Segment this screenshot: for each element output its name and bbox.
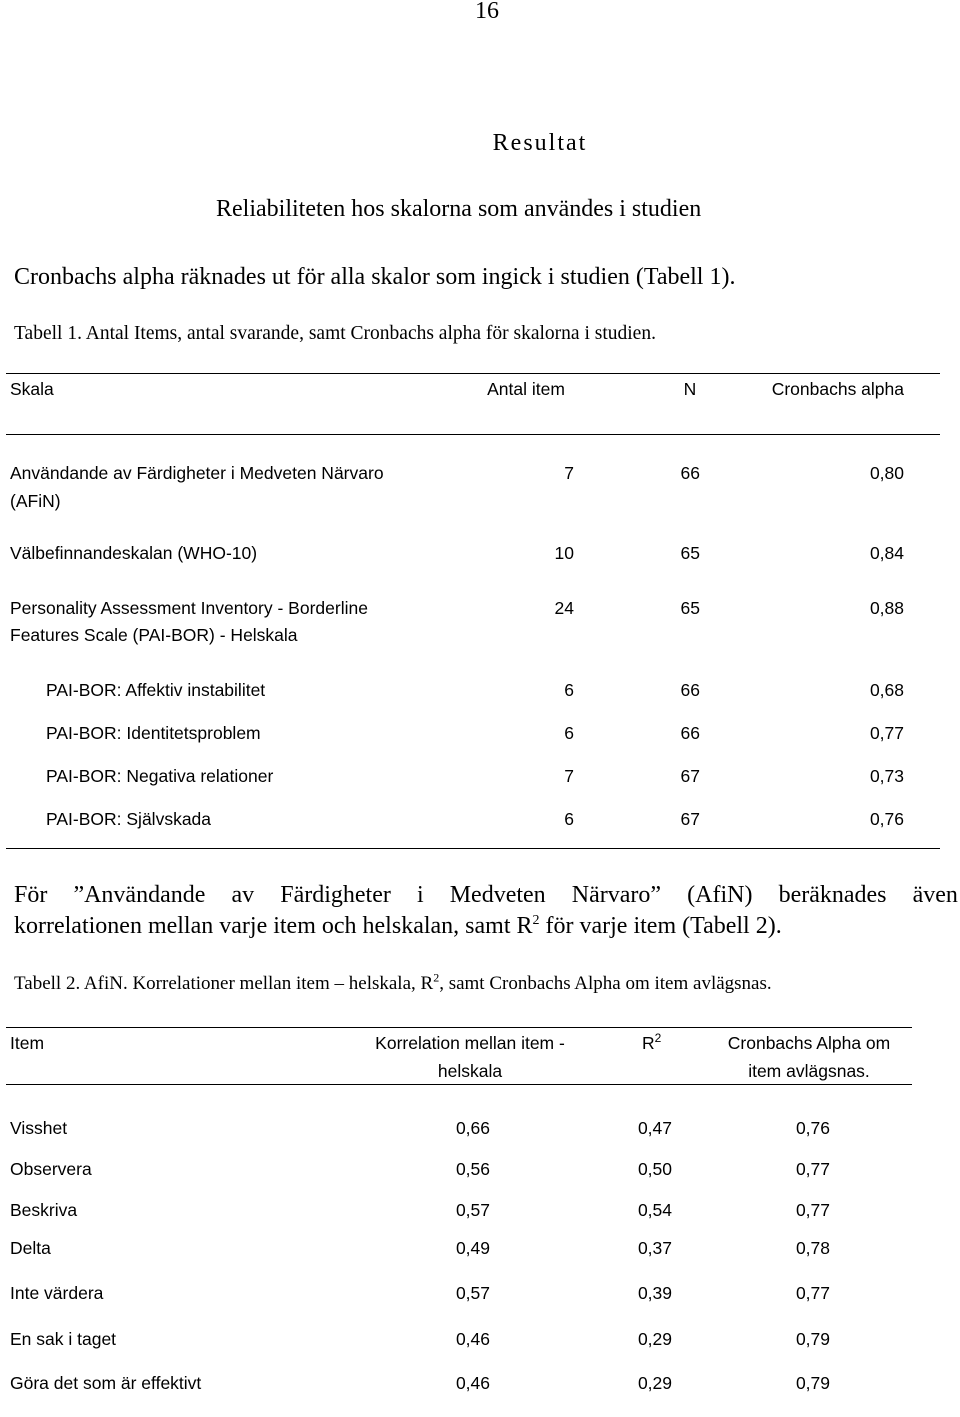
corr-value: 0,56 xyxy=(455,1159,490,1179)
text: , samt Cronbachs Alpha om item avlägsnas. xyxy=(439,973,772,994)
word: ”Användande xyxy=(73,882,206,908)
word: i xyxy=(416,882,424,908)
n-value: 66 xyxy=(680,680,700,700)
word: även xyxy=(912,882,958,908)
table2-header-rule xyxy=(6,1084,912,1085)
scale-name-cont: Features Scale (PAI-BOR) - Helskala xyxy=(10,625,298,645)
table1-header-scale: Skala xyxy=(10,379,54,399)
alpha-value: 0,79 xyxy=(795,1373,830,1393)
scale-name: PAI-BOR: Negativa relationer xyxy=(46,766,274,786)
intro-paragraph: Cronbachs alpha räknades ut för alla skalor som ingick i studien (Tabell 1). xyxy=(14,264,736,290)
item-name: Inte värdera xyxy=(10,1283,104,1303)
alpha-value: 0,76 xyxy=(869,809,904,829)
items-value: 6 xyxy=(564,723,574,743)
scale-name: Användande av Färdigheter i Medveten Närvaro xyxy=(10,463,384,483)
item-name: Göra det som är effektivt xyxy=(10,1373,202,1393)
r2-value: 0,47 xyxy=(637,1118,672,1138)
alpha-value: 0,79 xyxy=(795,1329,830,1349)
items-value: 7 xyxy=(564,766,574,786)
r2-value: 0,54 xyxy=(637,1200,672,1220)
afin-paragraph xyxy=(14,880,958,942)
word: beräknades xyxy=(778,882,887,908)
superscript: 2 xyxy=(532,913,540,928)
item-name: Observera xyxy=(10,1159,92,1179)
corr-value: 0,57 xyxy=(455,1283,490,1303)
items-value: 6 xyxy=(564,680,574,700)
alpha-value: 0,73 xyxy=(869,766,904,786)
corr-value: 0,46 xyxy=(455,1373,490,1393)
page-number: 16 xyxy=(475,0,499,24)
alpha-value: 0,80 xyxy=(869,463,904,483)
r2-value: 0,29 xyxy=(637,1329,672,1349)
r2-value: 0,39 xyxy=(637,1283,672,1303)
word: För xyxy=(14,882,48,908)
scale-name: PAI-BOR: Identitetsproblem xyxy=(46,723,261,743)
table2-header-alpha: Cronbachs Alpha om xyxy=(727,1033,891,1053)
item-name: En sak i taget xyxy=(10,1329,117,1349)
word: av xyxy=(231,882,255,908)
table1-caption: Tabell 1. Antal Items, antal svarande, samt Cronbachs alpha för skalorna i studien. xyxy=(14,323,656,344)
table2-header-corr: Korrelation mellan item - xyxy=(375,1033,565,1053)
afin-paragraph-line1 xyxy=(14,880,958,911)
items-value: 6 xyxy=(564,809,574,829)
table2-header-r2 xyxy=(642,1030,661,1057)
table2-header-alpha-cont: item avlägsnas. xyxy=(748,1061,870,1081)
items-value: 10 xyxy=(554,543,574,563)
alpha-value: 0,76 xyxy=(795,1118,830,1138)
n-value: 66 xyxy=(680,723,700,743)
table1-header-n: N xyxy=(683,379,697,399)
items-value: 24 xyxy=(554,598,574,618)
scale-name: Välbefinnandeskalan (WHO-10) xyxy=(10,543,258,563)
table1-header-rule xyxy=(6,434,940,435)
corr-value: 0,66 xyxy=(455,1118,490,1138)
text: Tabell 2. AfiN. Korrelationer mellan item – helskala, R xyxy=(14,973,434,994)
item-name: Visshet xyxy=(10,1118,68,1138)
scale-name: PAI-BOR: Självskada xyxy=(46,809,212,829)
corr-value: 0,49 xyxy=(455,1238,490,1258)
text: R xyxy=(642,1033,655,1053)
table2-header-corr-cont: helskala xyxy=(437,1061,503,1081)
alpha-value: 0,78 xyxy=(795,1238,830,1258)
alpha-value: 0,77 xyxy=(869,723,904,743)
superscript: 2 xyxy=(433,970,440,985)
table2-header-item: Item xyxy=(10,1033,45,1053)
table1-header-alpha: Cronbachs alpha xyxy=(771,379,904,399)
word: Färdigheter xyxy=(280,882,391,908)
n-value: 67 xyxy=(680,809,700,829)
word: (AfiN) xyxy=(687,882,753,908)
table1-bottom-rule xyxy=(6,848,940,849)
r2-value: 0,50 xyxy=(637,1159,672,1179)
alpha-value: 0,88 xyxy=(869,598,904,618)
item-name: Beskriva xyxy=(10,1200,78,1220)
r2-value: 0,37 xyxy=(637,1238,672,1258)
word: Närvaro” xyxy=(571,882,662,908)
text: för varje item (Tabell 2). xyxy=(539,913,782,939)
afin-paragraph-line2 xyxy=(14,911,958,942)
r2-value: 0,29 xyxy=(637,1373,672,1393)
alpha-value: 0,84 xyxy=(869,543,904,563)
superscript: 2 xyxy=(654,1031,662,1046)
corr-value: 0,57 xyxy=(455,1200,490,1220)
word: Medveten xyxy=(449,882,546,908)
corr-value: 0,46 xyxy=(455,1329,490,1349)
table2-caption xyxy=(14,970,772,995)
alpha-value: 0,77 xyxy=(795,1159,830,1179)
text: korrelationen mellan varje item och helskalan, samt R xyxy=(14,913,533,939)
table1-top-rule xyxy=(6,373,940,374)
table1-header-items: Antal item xyxy=(487,379,565,399)
item-name: Delta xyxy=(10,1238,51,1258)
alpha-value: 0,77 xyxy=(795,1200,830,1220)
n-value: 66 xyxy=(680,463,700,483)
n-value: 67 xyxy=(680,766,700,786)
scale-name-cont: (AFiN) xyxy=(10,491,61,511)
alpha-value: 0,68 xyxy=(869,680,904,700)
subsection-title: Reliabiliteten hos skalorna som användes i studien xyxy=(216,196,702,222)
n-value: 65 xyxy=(680,543,700,563)
n-value: 65 xyxy=(680,598,700,618)
scale-name: PAI-BOR: Affektiv instabilitet xyxy=(46,680,266,700)
alpha-value: 0,77 xyxy=(795,1283,830,1303)
scale-name: Personality Assessment Inventory - Borderline xyxy=(10,598,368,618)
items-value: 7 xyxy=(564,463,574,483)
section-title: Resultat xyxy=(492,130,588,156)
table2-top-rule xyxy=(6,1027,912,1028)
